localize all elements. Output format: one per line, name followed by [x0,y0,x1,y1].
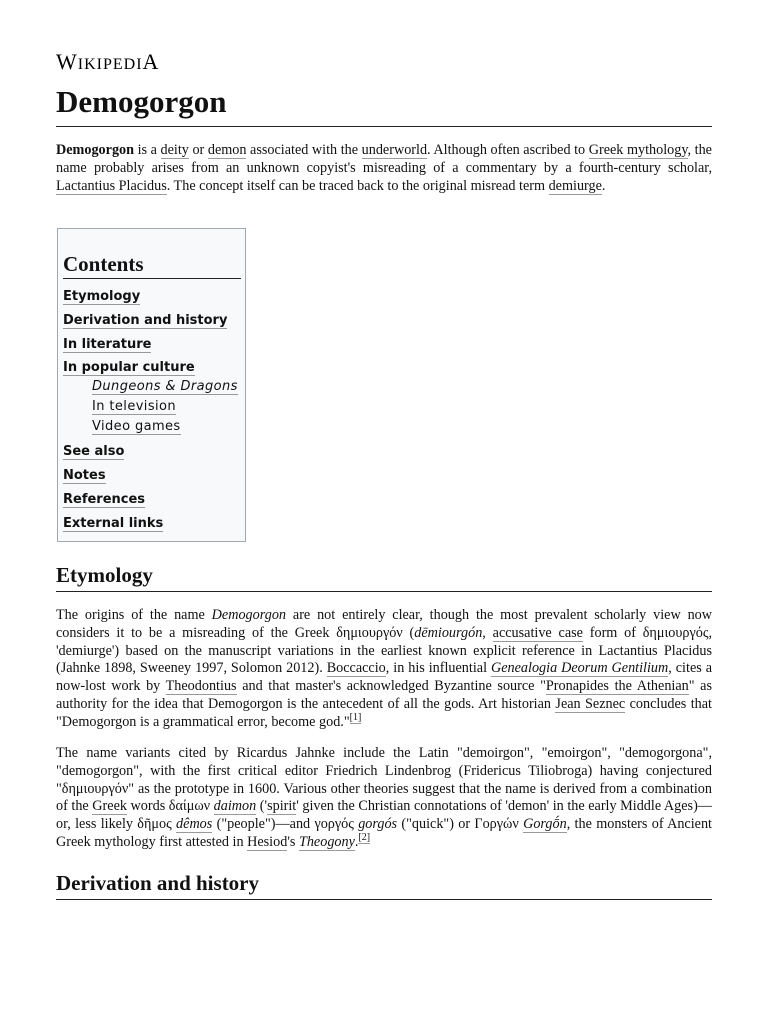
link-greek[interactable]: Greek [92,798,127,815]
link-theodontius[interactable]: Theodontius [165,678,237,695]
etymology-paragraph-2: The name variants cited by Ricardus Jahnke include the Latin "demoirgon", "emoirgon", "demogorgona", "demogorgon", with the first critical editor Friedrich Lindenbrog (Fridericus Tiliobroga) having conjectured "δημιουργόν" as the prototype in 1600. Various other theories suggest that the name is derived from a combination of the Greek words δαίμων daimon ('spirit' given the Christian connotations of 'demon' in the early Middle Ages)—or, less likely δῆμος dêmos ("people")—and γοργός gorgós ("quick") or Γοργών Gorgṓn, the monsters of Ancient Greek mythology first attested in Hesiod's Theogony.[2] [56,745,712,850]
logo-letter-first: W [56,49,78,74]
link-lactantius-placidus[interactable]: Lactantius Placidus [56,177,167,194]
logo-letters-middle: IKIPEDI [77,56,143,73]
link-hesiod[interactable]: Hesiod [247,833,288,850]
bold-term: Demogorgon [56,142,135,158]
link-accusative-case[interactable]: accusative case [492,624,583,641]
toc-subitem-video-games[interactable]: Video games [92,419,181,434]
intro-paragraph: Demogorgon is a deity or demon associated with the underworld. Although often ascribed to Greek mythology, the name probably arises from an unknown copyist's misreading of a commentary by a fourth-century scholar, Lactantius Placidus. The concept itself can be traced back to the original misread term demiurge. [56,142,712,194]
italic-name: Demogorgon [211,607,287,623]
etymology-paragraph-1: The origins of the name Demogorgon are not entirely clear, though the most prevalent scholarly view now considers it to be a misreading of the Greek δημιουργόν (dēmiourgón, accusative case form of δημιουργός, 'demiurge') based on the manuscript variations in the earliest known explicit reference in Lactantius Placidus (Jahnke 1898, Sweeney 1997, Solomon 2012). Boccaccio, in his influential Genealogia Deorum Gentilium, cites a now-lost work by Theodontius and that master's acknowledged Byzantine source "Pronapides the Athenian" as authority for the idea that Demogorgon is the antecedent of all the gods. Art historian Jean Seznec concludes that "Demogorgon is a grammatical error, become god."[1] [56,607,712,730]
link-boccaccio[interactable]: Boccaccio [326,660,386,677]
section-heading-derivation-and-history: Derivation and history [56,871,712,900]
table-of-contents [57,228,246,542]
link-jean-seznec[interactable]: Jean Seznec [555,695,626,712]
reference-2[interactable]: [2] [358,832,371,844]
link-underworld[interactable]: underworld [361,142,428,158]
link-genealogia-deorum-gentilium[interactable]: Genealogia Deorum Gentilium [490,660,669,677]
link-theogony[interactable]: Theogony [298,833,355,850]
link-deity[interactable]: deity [160,142,189,158]
toc-title: Contents [63,252,241,279]
link-demiurge[interactable]: demiurge [548,177,602,194]
toc-item-derivation-and-history[interactable]: Derivation and history [63,313,228,328]
logo-letter-last: A [142,49,160,74]
wikipedia-logo[interactable] [56,49,159,75]
link-greek-mythology[interactable]: Greek mythology [588,142,688,158]
toc-subitem-dungeons-and-dragons[interactable]: Dungeons & Dragons [92,379,238,394]
toc-subitem-in-television[interactable]: In television [92,399,176,414]
page-title: Demogorgon [56,84,712,127]
toc-item-etymology[interactable]: Etymology [63,289,141,304]
toc-item-external-links[interactable]: External links [63,516,164,531]
link-pronapides-the-athenian[interactable]: Pronapides the Athenian [545,678,689,695]
section-heading-etymology: Etymology [56,563,712,592]
reference-1[interactable]: [1] [349,712,362,724]
link-demon[interactable]: demon [207,142,247,158]
toc-item-notes[interactable]: Notes [63,468,106,483]
link-spirit[interactable]: spirit [267,798,297,815]
link-demos[interactable]: dêmos [176,816,213,833]
toc-item-see-also[interactable]: See also [63,444,125,459]
toc-item-references[interactable]: References [63,492,146,507]
toc-item-in-literature[interactable]: In literature [63,337,152,352]
link-daimon[interactable]: daimon [213,798,257,815]
toc-item-in-popular-culture[interactable]: In popular culture [63,360,195,375]
link-gorgon[interactable]: Gorgṓn [523,816,567,833]
